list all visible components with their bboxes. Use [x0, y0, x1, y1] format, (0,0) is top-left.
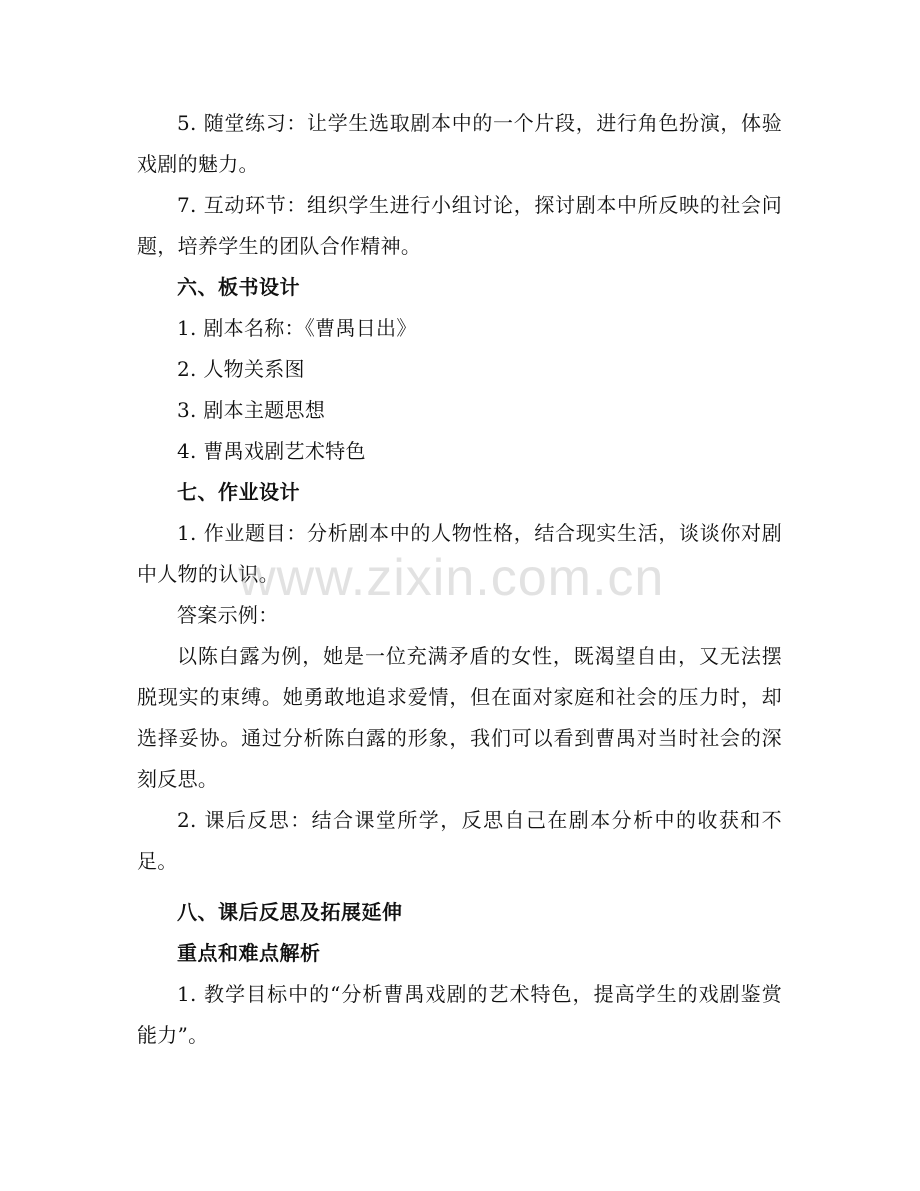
homework-item-1: 1. 作业题目：分析剧本中的人物性格，结合现实生活，谈谈你对剧中人物的认识。 [137, 521, 782, 586]
answer-example-label: 答案示例： [177, 603, 279, 627]
board-item-4: 4. 曹禺戏剧艺术特色 [177, 439, 366, 463]
section-heading-board-design: 六、板书设计 [177, 275, 300, 299]
section-heading-reflection: 八、课后反思及拓展延伸 [177, 900, 403, 924]
section-heading-homework: 七、作业设计 [177, 480, 300, 504]
practice-paragraph: 5. 随堂练习：让学生选取剧本中的一个片段，进行角色扮演，体验戏剧的魅力。 [137, 111, 782, 176]
board-item-3: 3. 剧本主题思想 [177, 398, 326, 422]
key-point-1: 1. 教学目标中的“分析曹禺戏剧的艺术特色，提高学生的戏剧鉴赏能力”。 [137, 982, 782, 1047]
document-body [137, 103, 782, 1056]
interaction-paragraph: 7. 互动环节：组织学生进行小组讨论，探讨剧本中所反映的社会问题，培养学生的团队合作精神。 [137, 193, 782, 258]
subheading-key-points: 重点和难点解析 [177, 941, 321, 965]
answer-example-text: 以陈白露为例，她是一位充满矛盾的女性，既渴望自由，又无法摆脱现实的束缚。她勇敢地追求爱情，但在面对家庭和社会的压力时，却选择妥协。通过分析陈白露的形象，我们可以看到曹禺对当时社会的深刻反思。 [137, 644, 782, 791]
watermark-text: www.zixin.com.cn [238, 549, 665, 607]
spacer [137, 882, 782, 892]
homework-item-2: 2. 课后反思：结合课堂所学，反思自己在剧本分析中的收获和不足。 [137, 808, 782, 873]
board-item-2: 2. 人物关系图 [177, 357, 305, 381]
board-item-1: 1. 剧本名称：《曹禺日出》 [177, 316, 417, 340]
